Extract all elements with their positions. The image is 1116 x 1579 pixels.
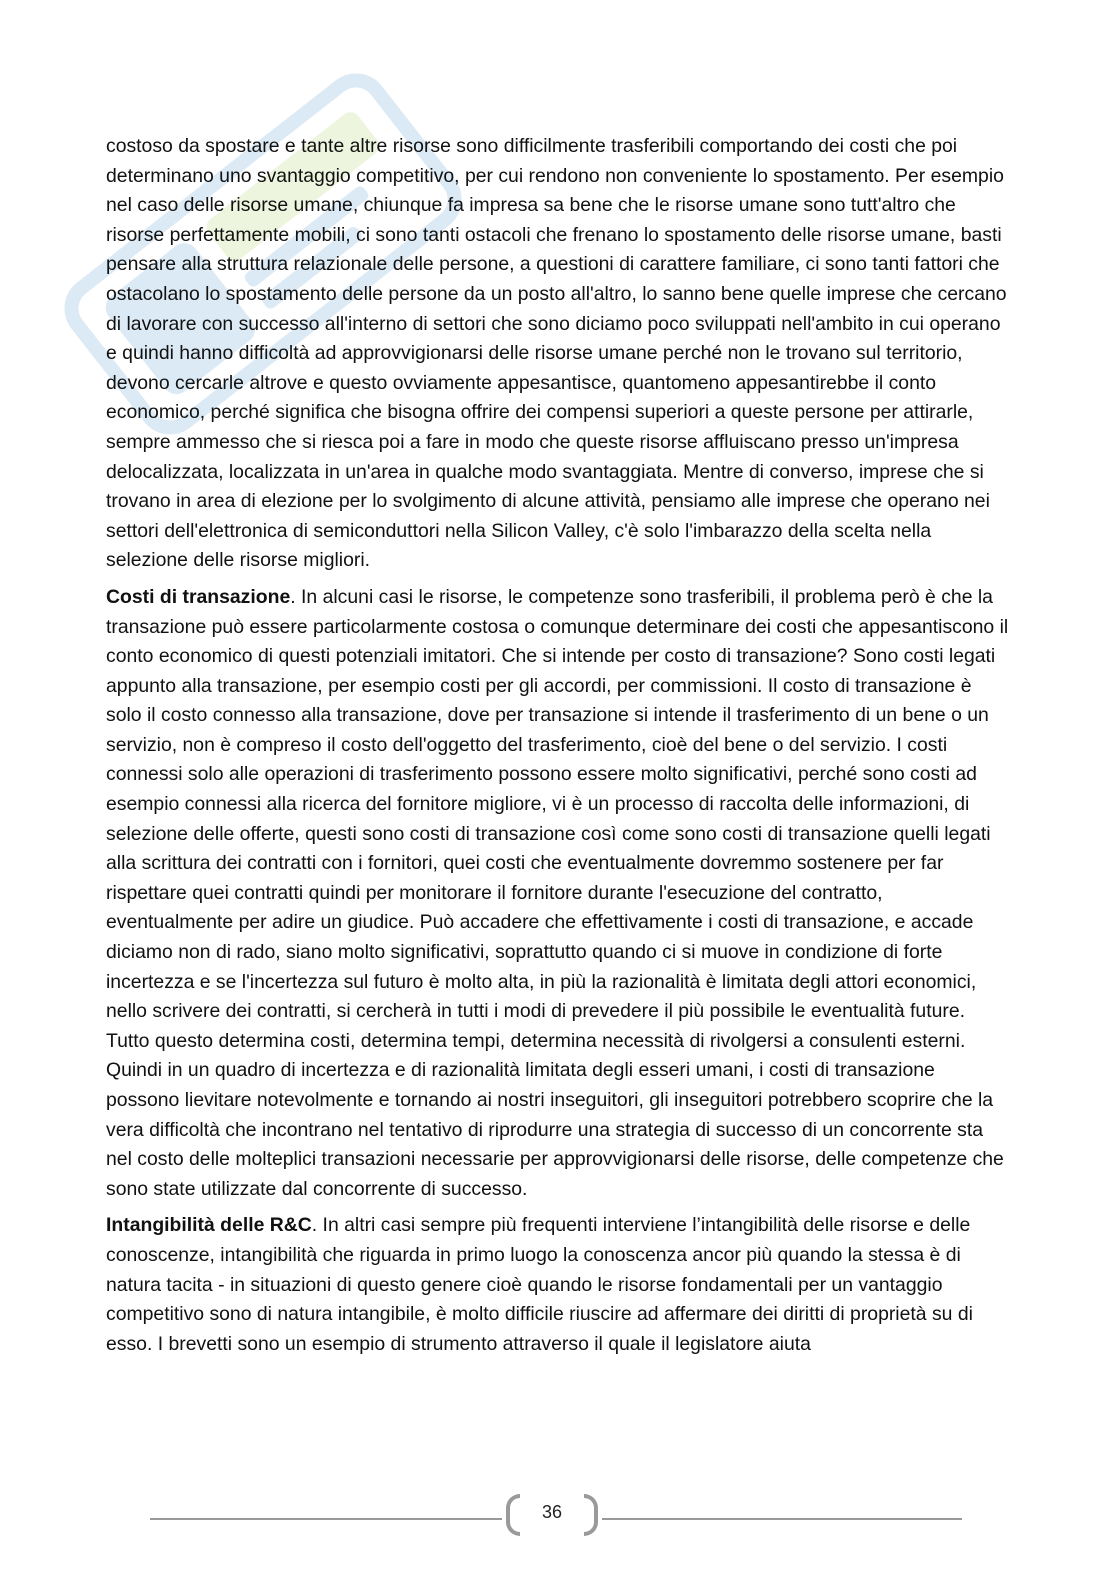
page-number: 36 <box>541 1502 563 1522</box>
footer-bracket-left <box>506 1494 520 1536</box>
paragraph-text: . In alcuni casi le risorse, le competenze sono trasferibili, il problema però è che la transazione può essere particolarmente costosa o comunque determinare dei costi che appesantiscono il conto economico di questi potenziali imitatori. Che si intende per costo di transazione? Sono costi legati appunto alla transazione, per esempio costi per gli accordi, per commissioni. Il costo di transazione è solo il costo connesso alla transazione, dove per transazione si intende il trasferimento di un bene o un servizio, non è compreso il costo dell'oggetto del trasferimento, cioè del bene o del servizio. I costi connessi solo alle operazioni di trasferimento possono essere molto significativi, perché sono costi ad esempio connessi alla ricerca del fornitore migliore, vi è un processo di raccolta delle informazioni, di selezione delle offerte, questi sono costi di transazione così come sono costi di transazione quelli legati alla scrittura dei contratti con i fornitori, quei costi che eventualmente dovremmo sostenere per far rispettare quei contratti quindi per monitorare il fornitore durante l'esecuzione del contratto, eventualmente per adire un giudice. Può accadere che effettivamente i costi di transazione, e accade diciamo non di rado, siano molto significativi, soprattutto quando ci si muove in condizione di forte incertezza e se l'incertezza sul futuro è molto alta, in più la razionalità è limitata degli attori economici, nello scrivere dei contratti, si cercherà in tutti i modi di prevedere il più possibile le eventualità future. Tutto questo determina costi, determina tempi, determina necessità di rivolgersi a consulenti esterni. Quindi in un quadro di incertezza e di razionalità limitata degli esseri umani, i costi di transazione possono lievitare notevolmente e tornando ai nostri inseguitori, gli inseguitori potrebbero scoprire che la vera difficoltà che incontrano nel tentativo di riprodurre una strategia di successo di un concorrente sta nel costo delle molteplici transazioni necessarie per approvvigionarsi delle risorse, delle competenze che sono state utilizzate dal concorrente di successo. <box>106 585 1009 1200</box>
footer-bracket-right <box>584 1494 598 1536</box>
footer-rule-left <box>150 1518 502 1520</box>
paragraph-intangibilita <box>106 1211 1010 1359</box>
document-body <box>106 132 1010 1366</box>
paragraph-heading: Costi di transazione <box>106 585 291 608</box>
paragraph-text: . In altri casi sempre più frequenti interviene l’intangibilità delle risorse e delle conoscenze, intangibilità che riguarda in primo luogo la conoscenza ancor più quando la stessa è di natura tacita - in situazioni di questo genere cioè quando le risorse fondamentali per un vantaggio competitivo sono di natura intangibile, è molto difficile riuscire ad affermare dei diritti di proprietà su di esso. I brevetti sono un esempio di strumento attraverso il quale il legislatore aiuta <box>106 1214 973 1355</box>
footer-rule-right <box>602 1518 962 1520</box>
paragraph-intro <box>106 132 1010 576</box>
page-footer <box>0 1494 1116 1544</box>
paragraph-costi-di-transazione <box>106 583 1010 1204</box>
paragraph-text: costoso da spostare e tante altre risorse sono difficilmente trasferibili comportando dei costi che poi determinano uno svantaggio competitivo, per cui rendono non conveniente lo spostamento. Per esempio nel caso delle risorse umane, chiunque fa impresa sa bene che le risorse umane sono tutt'altro che risorse perfettamente mobili, ci sono tanti ostacoli che frenano lo spostamento delle risorse umane, basti pensare alla struttura relazionale delle persone, a questioni di carattere familiare, ci sono tanti fattori che ostacolano lo spostamento delle persone da un posto all'altro, lo sanno bene quelle imprese che cercano di lavorare con successo all'interno di settori che sono diciamo poco sviluppati nell'ambito in cui operano e quindi hanno difficoltà ad approvvigionarsi delle risorse umane perché non le trovano sul territorio, devono cercarle altrove e questo ovviamente appesantisce, quantomeno appesantirebbe il conto economico, perché significa che bisogna offrire dei compensi superiori a queste persone per attirarle, sempre ammesso che si riesca poi a fare in modo che queste risorse affluiscano presso un'impresa delocalizzata, localizzata in un'area in qualche modo svantaggiata. Mentre di converso, imprese che si trovano in area di elezione per lo svolgimento di alcune attività, pensiamo alle imprese che operano nei settori dell'elettronica di semiconduttori nella Silicon Valley, c'è solo l'imbarazzo della scelta nella selezione delle risorse migliori. <box>106 135 1007 572</box>
paragraph-heading: Intangibilità delle R&C <box>106 1214 312 1237</box>
